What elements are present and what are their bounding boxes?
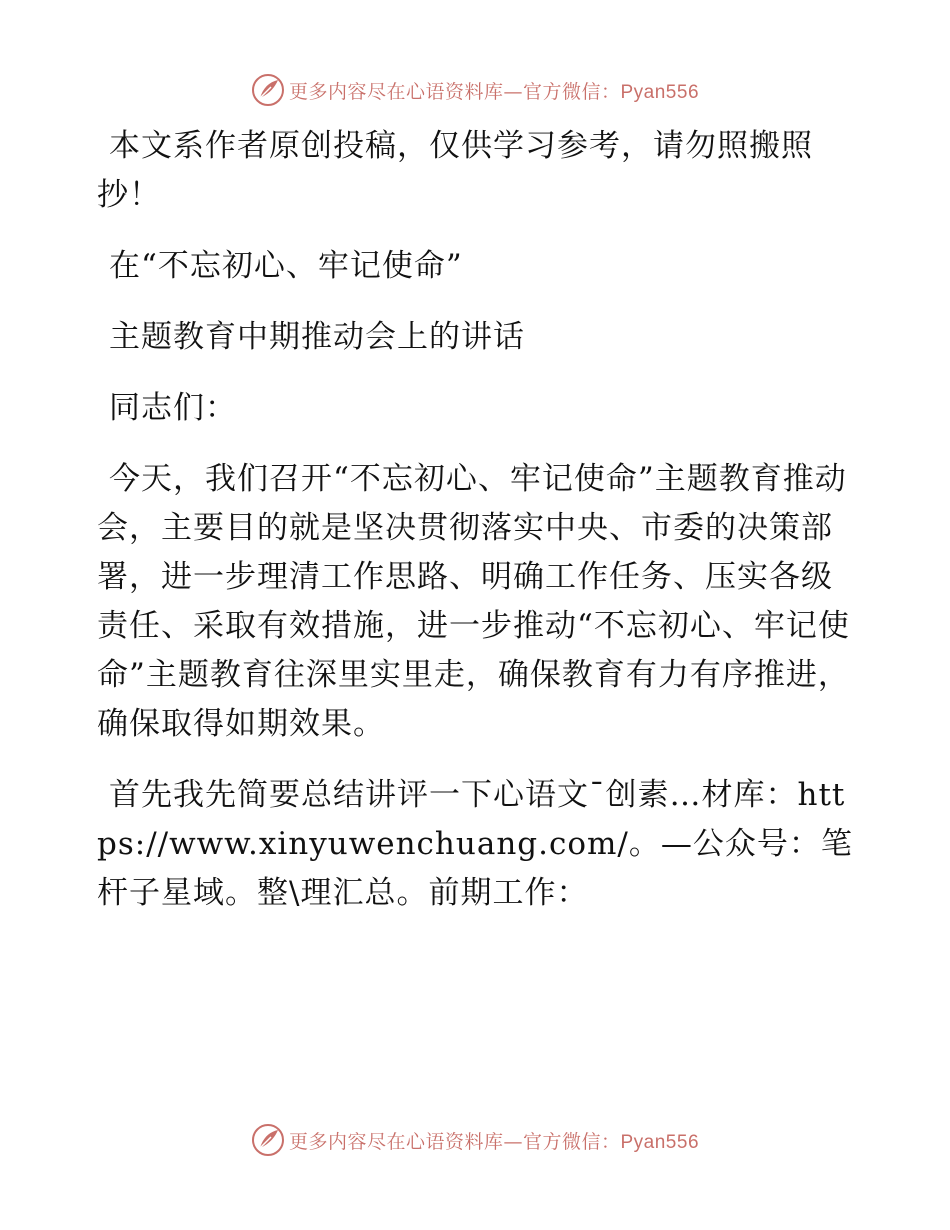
paragraph-2: 首先我先简要总结讲评一下心语文¯创素…材库：https://www.xinyuwenchuang.com/。—公众号：笔杆子星域。整\理汇总。前期工作： (97, 777, 853, 911)
header-watermark (0, 70, 950, 110)
title-line-2: 主题教育中期推动会上的讲话 (109, 319, 525, 355)
feather-pen-badge-icon (251, 1123, 285, 1157)
watermark-handle: Pyan556 (620, 81, 700, 103)
feather-pen-badge-icon (251, 73, 285, 107)
watermark-handle: Pyan556 (620, 1131, 700, 1153)
document-body (97, 122, 857, 940)
paragraph-1: 今天，我们召开“不忘初心、牢记使命”主题教育推动会，主要目的就是坚决贯彻落实中央、市委的决策部署，进一步理清工作思路、明确工作任务、压实各级责任、采取有效措施，进一步推动“不忘初心、牢记使命”主题教育往深里实里走，确保教育有力有序推进，确保取得如期效果。 (97, 461, 850, 742)
title-line-1: 在“不忘初心、牢记使命” (109, 248, 463, 284)
footer-watermark (0, 1120, 950, 1160)
salutation: 同志们： (109, 390, 237, 426)
disclaimer: 本文系作者原创投稿，仅供学习参考，请勿照搬照抄！ (97, 128, 813, 213)
watermark-text: 更多内容尽在心语资料库—官方微信：Pyan556 (288, 1130, 700, 1153)
watermark-text: 更多内容尽在心语资料库—官方微信：Pyan556 (288, 80, 700, 103)
